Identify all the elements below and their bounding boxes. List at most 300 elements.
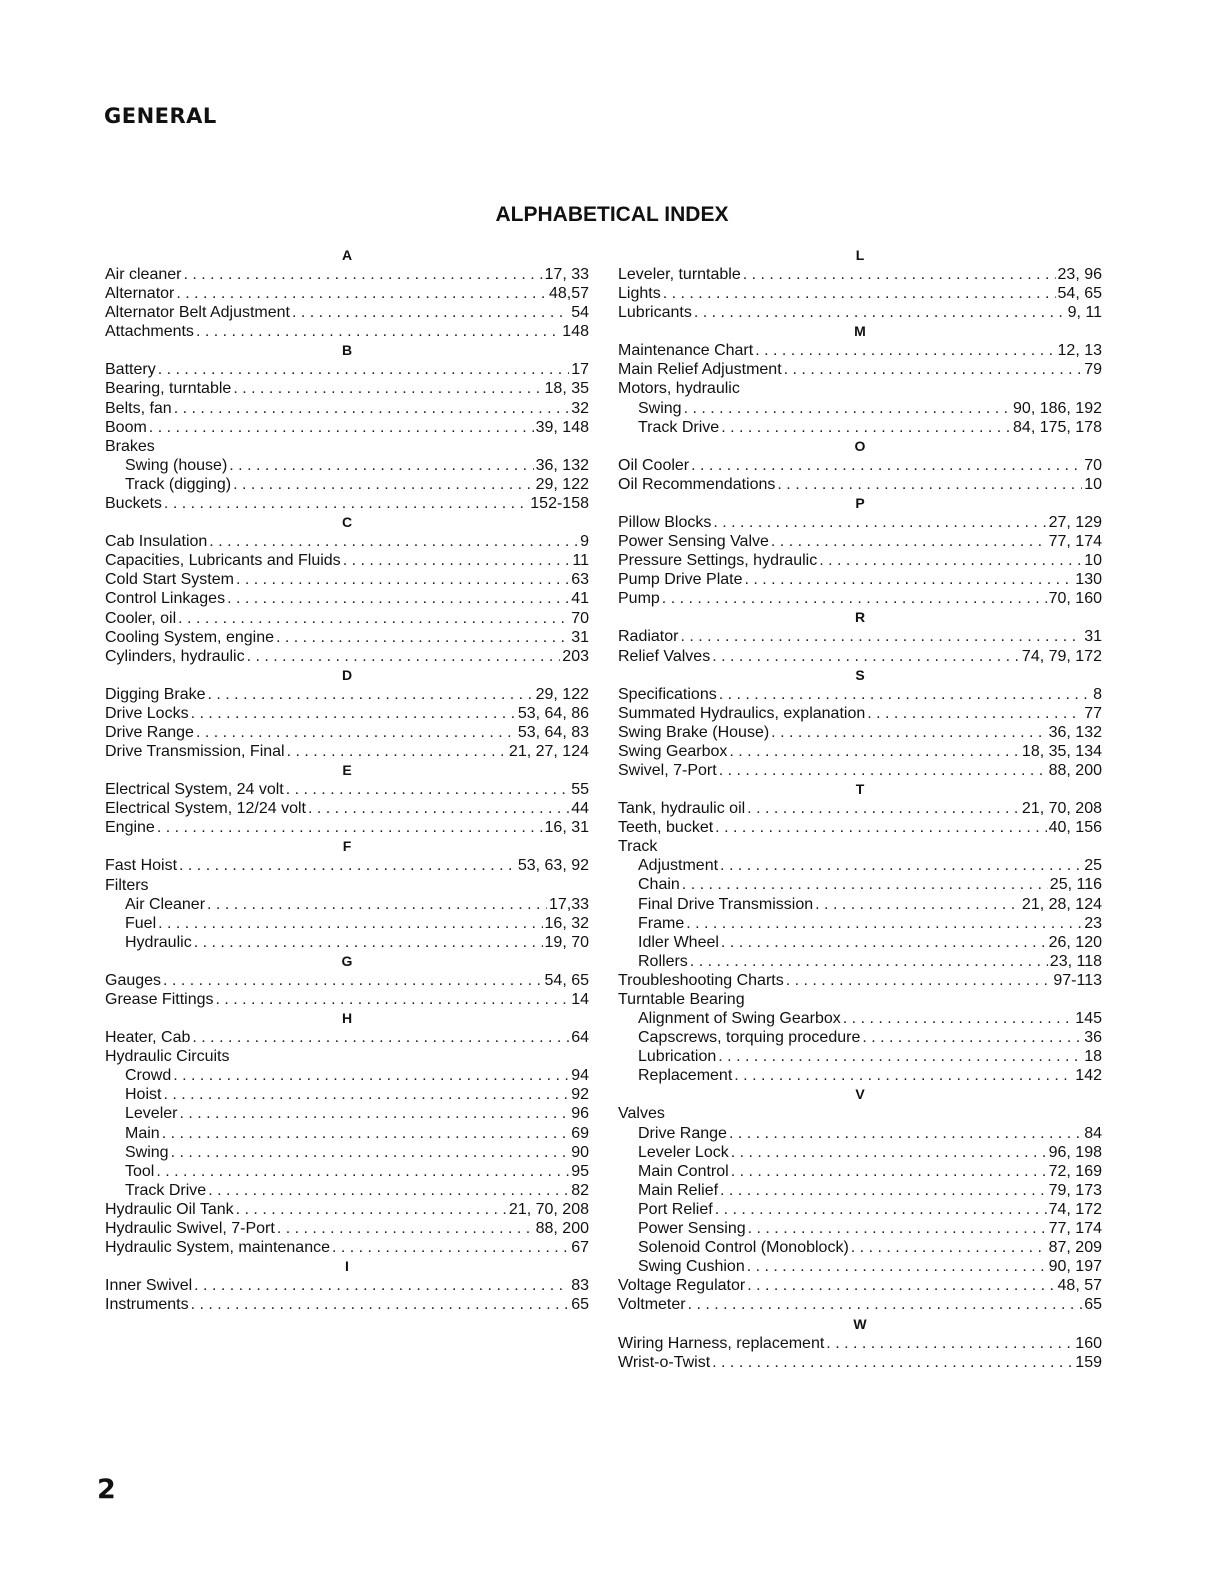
index-entry-pages: 12, 13 xyxy=(1057,342,1102,360)
index-entry-pages: 23, 96 xyxy=(1057,266,1102,283)
index-entry-pages: 70 xyxy=(1084,456,1102,474)
index-entry xyxy=(618,284,1102,303)
index-entry-pages: 64 xyxy=(571,1029,589,1047)
dot-leader xyxy=(720,856,1082,875)
index-entry xyxy=(618,875,1102,894)
section-header: GENERAL xyxy=(104,104,217,128)
dot-leader xyxy=(734,1066,1073,1085)
index-entry-label: Alternator xyxy=(105,285,175,303)
index-letter-heading: B xyxy=(341,342,353,359)
index-entry-label: Digging Brake xyxy=(105,685,206,703)
index-entry-label: Lubrication xyxy=(638,1048,717,1066)
index-entry-pages: 25 xyxy=(1084,857,1102,875)
index-entry xyxy=(105,1219,589,1238)
index-entry-label: Bearing, turntable xyxy=(105,380,232,398)
dot-leader xyxy=(715,818,1046,837)
index-entry-label: Instruments xyxy=(105,1296,189,1314)
index-entry-pages: 53, 64, 86 xyxy=(517,704,589,722)
index-entry-label: Swing Gearbox xyxy=(618,742,728,760)
index-entry-label: Chain xyxy=(638,876,680,894)
index-entry-label: Brakes xyxy=(105,437,155,455)
index-entry-pages: 21, 70, 208 xyxy=(508,1200,589,1218)
index-entry-label: Belts, fan xyxy=(105,399,172,417)
index-entry xyxy=(618,723,1102,742)
index-entry xyxy=(105,990,589,1009)
dot-leader xyxy=(745,570,1074,589)
dot-leader xyxy=(176,284,547,303)
dot-leader xyxy=(277,1219,534,1238)
index-entry xyxy=(618,1066,1102,1085)
index-entry-pages: 159 xyxy=(1075,1353,1102,1371)
index-entry-pages: 87, 209 xyxy=(1048,1239,1102,1257)
index-entry-pages: 148 xyxy=(562,323,589,341)
index-entry-label: Turntable Bearing xyxy=(618,991,745,1008)
index-entry-pages: 44 xyxy=(571,800,589,818)
index-entry-pages: 88, 200 xyxy=(535,1220,589,1238)
index-entry-pages: 69 xyxy=(571,1124,589,1142)
dot-leader xyxy=(287,742,507,761)
dot-leader xyxy=(162,1124,570,1143)
index-letter-heading: I xyxy=(345,1258,349,1275)
index-entry xyxy=(105,284,589,303)
index-entry-pages: 31 xyxy=(1084,628,1102,646)
index-entry-pages: 96 xyxy=(571,1105,589,1123)
index-entry xyxy=(618,1295,1102,1314)
index-entry xyxy=(618,532,1102,551)
dot-leader xyxy=(720,1181,1047,1200)
index-letter-heading: S xyxy=(855,666,865,683)
index-entry xyxy=(105,551,589,570)
index-entry-pages: 23 xyxy=(1084,914,1102,932)
index-entry-pages: 16, 31 xyxy=(544,819,589,837)
index-entry xyxy=(105,1200,589,1219)
index-entry-pages: 160 xyxy=(1075,1334,1102,1352)
index-entry xyxy=(618,360,1102,379)
index-entry-label: Final Drive Transmission xyxy=(638,895,814,913)
index-entry xyxy=(105,856,589,875)
dot-leader xyxy=(292,303,569,322)
dot-leader xyxy=(157,818,543,837)
index-entry xyxy=(105,818,589,837)
index-entry xyxy=(618,627,1102,646)
index-entry-pages: 90, 186, 192 xyxy=(1013,399,1102,417)
index-entry xyxy=(105,475,589,494)
index-entry-label: Cold Start System xyxy=(105,571,234,589)
index-entry-pages: 41 xyxy=(571,590,589,608)
index-entry-label: Wrist-o-Twist xyxy=(618,1353,711,1371)
index-entry-pages: 203 xyxy=(562,647,589,665)
dot-leader xyxy=(688,1295,1083,1314)
index-entry xyxy=(105,1124,589,1143)
index-entry-pages: 53, 63, 92 xyxy=(517,857,589,875)
index-entry xyxy=(105,876,589,895)
index-entry-pages: 77, 174 xyxy=(1048,1220,1102,1238)
dot-leader xyxy=(712,647,1020,666)
index-entry-label: Swing Cushion xyxy=(638,1258,745,1276)
dot-leader xyxy=(163,971,542,990)
index-entry-label: Lubricants xyxy=(618,304,692,322)
dot-leader xyxy=(215,990,569,1009)
dot-leader xyxy=(236,570,569,589)
index-letter-heading: W xyxy=(853,1315,867,1332)
index-entry-pages: 77, 174 xyxy=(1048,533,1102,551)
index-entry xyxy=(105,742,589,761)
index-entry-label: Valves xyxy=(618,1105,665,1123)
index-entry-label: Pressure Settings, hydraulic xyxy=(618,552,818,570)
index-entry-pages: 16, 32 xyxy=(544,914,589,932)
index-entry xyxy=(105,971,589,990)
index-entry xyxy=(618,837,1102,856)
index-entry-label: Filters xyxy=(105,876,149,894)
index-entry xyxy=(618,513,1102,532)
dot-leader xyxy=(194,933,543,952)
index-entry-label: Main Control xyxy=(638,1162,729,1180)
index-entry-label: Track Drive xyxy=(638,418,720,436)
index-entry-label: Track Drive xyxy=(125,1181,207,1199)
index-entry-pages: 79, 173 xyxy=(1048,1181,1102,1199)
index-entry-label: Power Sensing Valve xyxy=(618,533,769,551)
index-entry-label: Alignment of Swing Gearbox xyxy=(638,1010,841,1028)
index-entry-pages: 11 xyxy=(572,552,589,570)
index-entry-pages: 39, 148 xyxy=(535,418,589,436)
index-entry-pages: 72, 169 xyxy=(1048,1162,1102,1180)
index-letter-heading: D xyxy=(341,666,353,683)
index-entry-label: Leveler Lock xyxy=(638,1143,729,1161)
index-entry xyxy=(105,914,589,933)
index-entry-pages: 74, 172 xyxy=(1048,1200,1102,1218)
index-entry-label: Swing xyxy=(125,1143,169,1161)
dot-leader xyxy=(686,914,1082,933)
index-entry xyxy=(618,1143,1102,1162)
index-entry-label: Electrical System, 12/24 volt xyxy=(105,800,306,818)
index-entry-label: Hydraulic System, maintenance xyxy=(105,1239,330,1257)
index-entry xyxy=(618,475,1102,494)
dot-leader xyxy=(771,723,1046,742)
index-entry xyxy=(105,360,589,379)
dot-leader xyxy=(755,341,1055,360)
dot-leader xyxy=(174,399,570,418)
index-entry-label: Lights xyxy=(618,285,661,303)
index-entry xyxy=(618,914,1102,933)
index-entry-label: Frame xyxy=(638,914,685,932)
index-entry-label: Fast Hoist xyxy=(105,857,178,875)
index-entry-pages: 74, 79, 172 xyxy=(1021,647,1102,665)
index-entry xyxy=(618,1162,1102,1181)
index-entry-pages: 70, 160 xyxy=(1048,590,1102,608)
index-entry xyxy=(105,418,589,437)
index-entry xyxy=(618,761,1102,780)
index-entry-pages: 84, 175, 178 xyxy=(1013,418,1102,436)
index-entry xyxy=(618,1047,1102,1066)
index-entry-label: Idler Wheel xyxy=(638,933,719,951)
dot-leader xyxy=(712,1353,1073,1372)
index-entry xyxy=(618,1257,1102,1276)
index-entry-label: Fuel xyxy=(125,914,157,932)
index-entry-label: Leveler xyxy=(125,1105,178,1123)
index-entry xyxy=(105,1143,589,1162)
index-entry-label: Voltmeter xyxy=(618,1296,686,1314)
dot-leader xyxy=(729,1124,1082,1143)
dot-leader xyxy=(192,1028,569,1047)
index-entry-pages: 32 xyxy=(571,399,589,417)
index-entry-label: Hydraulic xyxy=(125,933,192,951)
index-entry-label: Drive Transmission, Final xyxy=(105,743,285,761)
index-entry-label: Electrical System, 24 volt xyxy=(105,781,284,799)
dot-leader xyxy=(721,418,1011,437)
index-entry xyxy=(105,1162,589,1181)
index-entry-pages: 48, 57 xyxy=(1057,1277,1102,1295)
dot-leader xyxy=(826,1334,1073,1353)
dot-leader xyxy=(179,856,516,875)
index-entry xyxy=(618,551,1102,570)
index-entry-label: Battery xyxy=(105,361,156,379)
index-entry-pages: 83 xyxy=(571,1277,589,1295)
dot-leader xyxy=(173,1066,569,1085)
dot-leader xyxy=(862,1028,1082,1047)
index-letter-heading: C xyxy=(341,514,353,531)
index-entry-label: Oil Recommendations xyxy=(618,475,776,493)
index-entry-pages: 17,33 xyxy=(548,895,589,913)
index-entry-label: Specifications xyxy=(618,685,717,703)
index-entry xyxy=(105,494,589,513)
dot-leader xyxy=(208,1181,569,1200)
index-column-right xyxy=(618,246,1102,1372)
index-entry xyxy=(105,570,589,589)
index-entry-pages: 19, 70 xyxy=(544,933,589,951)
index-entry-label: Heater, Cab xyxy=(105,1029,191,1047)
index-entry-label: Main xyxy=(125,1124,160,1142)
index-entry-pages: 17 xyxy=(571,361,589,379)
index-entry-pages: 65 xyxy=(1084,1296,1102,1314)
index-entry xyxy=(618,1104,1102,1123)
index-entry xyxy=(105,456,589,475)
dot-leader xyxy=(786,971,1052,990)
index-letter-heading: H xyxy=(341,1010,353,1027)
index-letter-heading: L xyxy=(855,247,865,263)
index-entry-label: Voltage Regulator xyxy=(618,1277,746,1295)
index-entry xyxy=(105,628,589,647)
dot-leader xyxy=(694,303,1066,322)
index-entry xyxy=(618,341,1102,360)
index-entry-label: Drive Range xyxy=(638,1124,727,1142)
dot-leader xyxy=(731,1162,1047,1181)
index-entry-label: Drive Locks xyxy=(105,704,189,722)
index-entry-label: Attachments xyxy=(105,323,194,341)
dot-leader xyxy=(851,1238,1047,1257)
index-entry-pages: 63 xyxy=(571,571,589,589)
index-entry-label: Cooler, oil xyxy=(105,609,177,627)
dot-leader xyxy=(194,1276,569,1295)
index-entry xyxy=(105,1028,589,1047)
dot-leader xyxy=(719,685,1091,704)
index-letter-heading: M xyxy=(854,323,866,340)
dot-leader xyxy=(867,704,1082,723)
dot-leader xyxy=(721,933,1047,952)
index-entry-pages: 70 xyxy=(571,609,589,627)
index-entry xyxy=(105,1066,589,1085)
index-entry xyxy=(618,1238,1102,1257)
index-entry-label: Radiator xyxy=(618,628,679,646)
index-letter-heading: A xyxy=(341,247,353,263)
index-entry-pages: 10 xyxy=(1084,552,1102,570)
dot-leader xyxy=(208,685,534,704)
index-entry xyxy=(105,933,589,952)
dot-leader xyxy=(771,532,1047,551)
index-entry-pages: 9 xyxy=(580,533,589,551)
dot-leader xyxy=(684,399,1011,418)
index-entry-label: Track xyxy=(618,838,658,856)
index-entry-label: Swing xyxy=(638,399,682,417)
dot-leader xyxy=(729,742,1020,761)
index-entry-label: Pump Drive Plate xyxy=(618,571,743,589)
index-entry xyxy=(618,1028,1102,1047)
index-entry-label: Swivel, 7-Port xyxy=(618,761,717,779)
index-entry-pages: 31 xyxy=(571,628,589,646)
index-entry-pages: 36 xyxy=(1084,1029,1102,1047)
index-entry xyxy=(105,704,589,723)
index-entry-label: Drive Range xyxy=(105,723,194,741)
dot-leader xyxy=(178,609,569,628)
index-entry-pages: 26, 120 xyxy=(1048,933,1102,951)
index-entry xyxy=(618,704,1102,723)
index-letter-heading: T xyxy=(855,781,865,798)
dot-leader xyxy=(748,1219,1047,1238)
index-entry-pages: 18, 35, 134 xyxy=(1021,742,1102,760)
index-entry-pages: 65 xyxy=(571,1296,589,1314)
index-entry xyxy=(105,303,589,322)
index-entry-pages: 88, 200 xyxy=(1048,761,1102,779)
dot-leader xyxy=(163,1085,569,1104)
index-entry-label: Capscrews, torquing procedure xyxy=(638,1029,861,1047)
index-column-left xyxy=(105,246,589,1314)
dot-leader xyxy=(171,1143,570,1162)
index-entry-label: Inner Swivel xyxy=(105,1277,193,1295)
index-entry xyxy=(105,1276,589,1295)
index-entry-pages: 48,57 xyxy=(548,285,589,303)
dot-leader xyxy=(690,952,1048,971)
index-entry-label: Gauges xyxy=(105,971,162,989)
dot-leader xyxy=(196,723,516,742)
index-entry xyxy=(618,1200,1102,1219)
index-entry-label: Leveler, turntable xyxy=(618,266,741,283)
dot-leader xyxy=(158,360,570,379)
index-entry xyxy=(618,647,1102,666)
dot-leader xyxy=(718,1047,1082,1066)
index-letter-heading: R xyxy=(854,609,866,626)
index-entry xyxy=(618,952,1102,971)
index-entry-label: Swing Brake (House) xyxy=(618,723,770,741)
dot-leader xyxy=(843,1009,1074,1028)
index-entry-label: Cylinders, hydraulic xyxy=(105,647,245,665)
index-letter-heading: O xyxy=(854,437,866,454)
index-entry xyxy=(618,1181,1102,1200)
index-entry-label: Pillow Blocks xyxy=(618,513,712,531)
index-entry-pages: 18 xyxy=(1084,1048,1102,1066)
index-entry-label: Tool xyxy=(125,1162,155,1180)
index-entry-label: Rollers xyxy=(638,952,688,970)
index-entry-label: Power Sensing xyxy=(638,1220,746,1238)
index-entry-label: Main Relief Adjustment xyxy=(618,361,782,379)
index-entry xyxy=(618,1219,1102,1238)
index-entry xyxy=(105,1295,589,1314)
index-entry xyxy=(618,1124,1102,1143)
dot-leader xyxy=(819,551,1082,570)
index-entry-pages: 29, 122 xyxy=(535,685,589,703)
index-entry xyxy=(105,265,589,284)
index-entry-pages: 90 xyxy=(571,1143,589,1161)
index-entry xyxy=(618,1353,1102,1372)
dot-leader xyxy=(308,799,569,818)
dot-leader xyxy=(236,1200,507,1219)
dot-leader xyxy=(233,379,542,398)
index-entry-pages: 40, 156 xyxy=(1048,819,1102,837)
index-entry-label: Engine xyxy=(105,819,155,837)
index-entry-label: Wiring Harness, replacement xyxy=(618,1334,825,1352)
dot-leader xyxy=(663,284,1056,303)
index-entry-pages: 97-113 xyxy=(1053,971,1102,989)
index-entry-label: Main Relief xyxy=(638,1181,719,1199)
dot-leader xyxy=(164,494,528,513)
index-entry-pages: 9, 11 xyxy=(1067,304,1102,322)
index-entry xyxy=(105,1085,589,1104)
index-entry xyxy=(618,856,1102,875)
index-entry-pages: 23, 118 xyxy=(1049,952,1102,970)
index-letter-heading: P xyxy=(855,494,865,511)
index-entry-pages: 55 xyxy=(571,781,589,799)
index-entry-pages: 94 xyxy=(571,1067,589,1085)
index-entry-label: Hydraulic Circuits xyxy=(105,1048,230,1066)
index-entry-pages: 92 xyxy=(571,1086,589,1104)
index-entry-label: Air Cleaner xyxy=(125,895,206,913)
index-entry-pages: 77 xyxy=(1084,704,1102,722)
index-entry xyxy=(105,895,589,914)
index-entry-label: Cooling System, engine xyxy=(105,628,274,646)
dot-leader xyxy=(743,265,1056,284)
index-entry-pages: 36, 132 xyxy=(1048,723,1102,741)
index-entry-label: Summated Hydraulics, explanation xyxy=(618,704,866,722)
index-entry-label: Crowd xyxy=(125,1067,172,1085)
index-entry xyxy=(618,399,1102,418)
index-entry xyxy=(618,418,1102,437)
dot-leader xyxy=(229,456,533,475)
index-entry-label: Control Linkages xyxy=(105,590,226,608)
index-entry-pages: 67 xyxy=(571,1239,589,1257)
index-entry-label: Boom xyxy=(105,418,147,436)
index-entry-pages: 8 xyxy=(1093,685,1102,703)
dot-leader xyxy=(149,418,534,437)
index-title: ALPHABETICAL INDEX xyxy=(495,203,729,226)
index-entry xyxy=(105,1181,589,1200)
index-entry-label: Tank, hydraulic oil xyxy=(618,800,746,818)
index-entry xyxy=(618,570,1102,589)
dot-leader xyxy=(227,589,569,608)
dot-leader xyxy=(196,322,560,341)
index-entry-pages: 145 xyxy=(1075,1010,1102,1028)
index-entry-pages: 27, 129 xyxy=(1048,513,1102,531)
index-entry xyxy=(105,647,589,666)
index-entry xyxy=(105,799,589,818)
dot-leader xyxy=(777,475,1082,494)
dot-leader xyxy=(691,456,1082,475)
dot-leader xyxy=(286,780,569,799)
index-entry-label: Solenoid Control (Monoblock) xyxy=(638,1239,849,1257)
index-entry xyxy=(618,1276,1102,1295)
index-entry-pages: 82 xyxy=(571,1181,589,1199)
index-entry xyxy=(618,1009,1102,1028)
dot-leader xyxy=(713,513,1046,532)
dot-leader xyxy=(784,360,1083,379)
index-entry-label: Buckets xyxy=(105,495,162,513)
